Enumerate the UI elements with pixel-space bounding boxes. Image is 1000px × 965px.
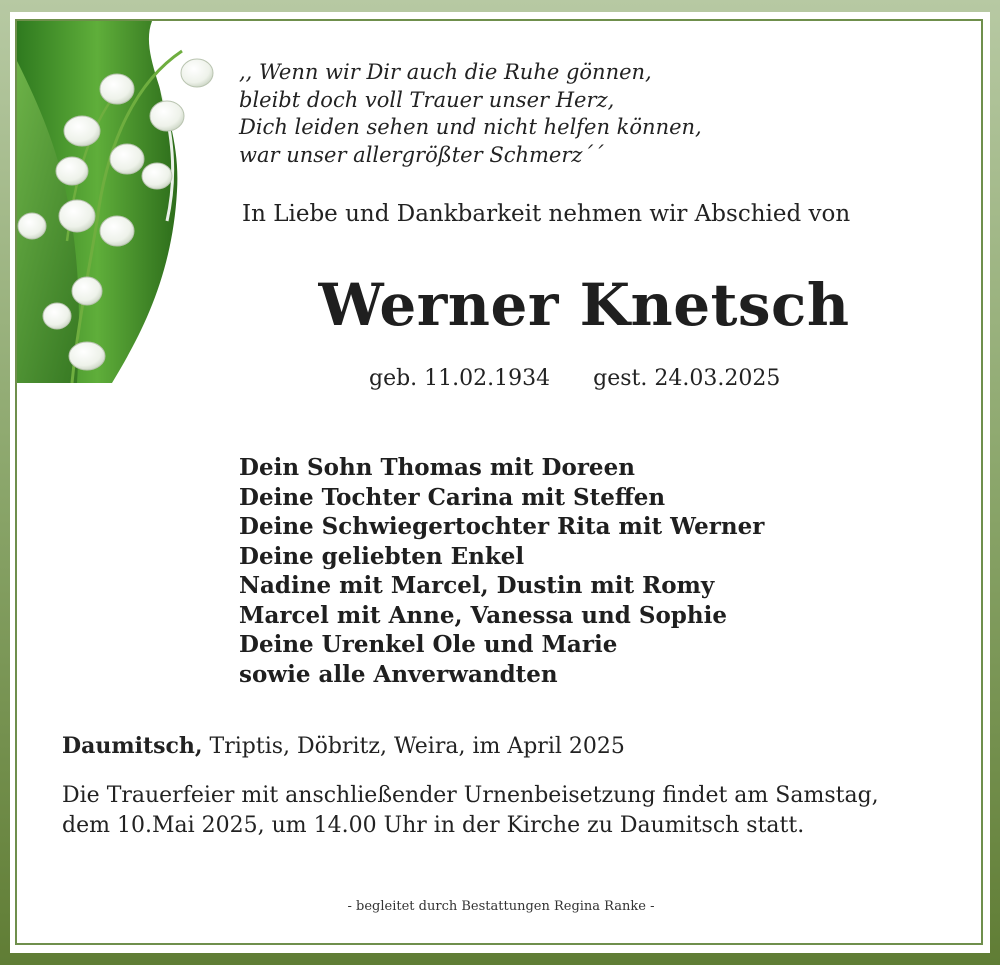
family-line: Deine Urenkel Ole und Marie: [239, 631, 618, 658]
deceased-name: Werner Knetsch: [318, 271, 850, 339]
poem: [239, 59, 759, 169]
death-date: gest. 24.03.2025: [593, 366, 781, 391]
poem-line: Dich leiden sehen und nicht helfen können,: [239, 115, 702, 139]
family-line: Deine Tochter Carina mit Steffen: [239, 483, 666, 511]
poem-line: war unser allergrößter Schmerz´´: [239, 142, 604, 167]
place-rest: Triptis, Döbritz, Weira, im April 2025: [202, 734, 625, 759]
family-line: Deine Schwiegertochter Rita mit Werner: [239, 513, 765, 540]
family-line: Marcel mit Anne, Vanessa und Sophie: [239, 601, 727, 629]
poem-line: ,, Wenn wir Dir auch die Ruhe gönnen,: [239, 60, 652, 84]
family-line: Nadine mit Marcel, Dustin mit Romy: [239, 572, 715, 599]
service-line: Die Trauerfeier mit anschließender Urnenbeisetzung findet am Samstag,: [62, 783, 879, 808]
undertaker-credit: - begleitet durch Bestattungen Regina Ranke -: [347, 899, 655, 914]
family-line: Deine geliebten Enkel: [239, 542, 525, 570]
notice-paper: [15, 19, 983, 945]
family-line: sowie alle Anverwandten: [239, 660, 558, 688]
intro-text: In Liebe und Dankbarkeit nehmen wir Abschied von: [242, 201, 851, 227]
family-line: Dein Sohn Thomas mit Doreen: [239, 454, 635, 481]
place-date-line: [62, 733, 625, 759]
place-main: Daumitsch,: [62, 733, 203, 759]
life-dates: [369, 366, 780, 391]
birth-date: geb. 11.02.1934: [369, 366, 551, 391]
service-info: [62, 781, 962, 841]
poem-line: bleibt doch voll Trauer unser Herz,: [239, 87, 615, 112]
service-line: dem 10.Mai 2025, um 14.00 Uhr in der Kirche zu Daumitsch statt.: [62, 813, 805, 838]
family-list: [239, 453, 764, 689]
